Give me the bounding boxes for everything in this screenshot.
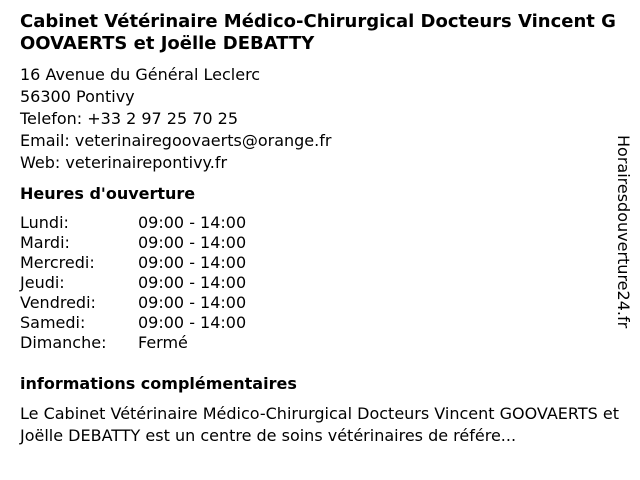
- day-label: Vendredi:: [20, 293, 96, 312]
- email-address: Email: veterinairegoovaerts@orange.fr: [20, 131, 332, 150]
- time-value: 09:00 - 14:00: [138, 213, 247, 232]
- time-value: 09:00 - 14:00: [138, 313, 247, 332]
- description-text: Le Cabinet Vétérinaire Médico-Chirurgical Docteurs Vincent GOOVAERTS et Joëlle DEBATTY est un centre de soins vétérinaires de référe...: [20, 404, 619, 445]
- day-label: Jeudi:: [20, 273, 65, 292]
- street-address: 16 Avenue du Général Leclerc: [20, 65, 261, 84]
- time-value: 09:00 - 14:00: [138, 253, 247, 272]
- day-label: Dimanche:: [20, 333, 107, 352]
- city-address: 56300 Pontivy: [20, 87, 135, 106]
- day-label: Lundi:: [20, 213, 69, 232]
- additional-info-heading: informations complémentaires: [20, 374, 297, 393]
- day-label: Mardi:: [20, 233, 70, 252]
- opening-hours-heading: Heures d'ouverture: [20, 184, 196, 203]
- day-label: Samedi:: [20, 313, 86, 332]
- page-title: Cabinet Vétérinaire Médico-Chirurgical Docteurs Vincent GOOVAERTS et Joëlle DEBATTY: [20, 11, 616, 54]
- time-value: 09:00 - 14:00: [138, 233, 247, 252]
- time-value: Fermé: [138, 333, 188, 352]
- time-value: 09:00 - 14:00: [138, 293, 247, 312]
- day-label: Mercredi:: [20, 253, 95, 272]
- website: Web: veterinairepontivy.fr: [20, 153, 228, 172]
- time-value: 09:00 - 14:00: [138, 273, 247, 292]
- address-block: [20, 64, 331, 174]
- watermark-text: Horairesdouverture24.fr: [614, 135, 633, 329]
- phone-number: Telefon: +33 2 97 25 70 25: [20, 109, 239, 128]
